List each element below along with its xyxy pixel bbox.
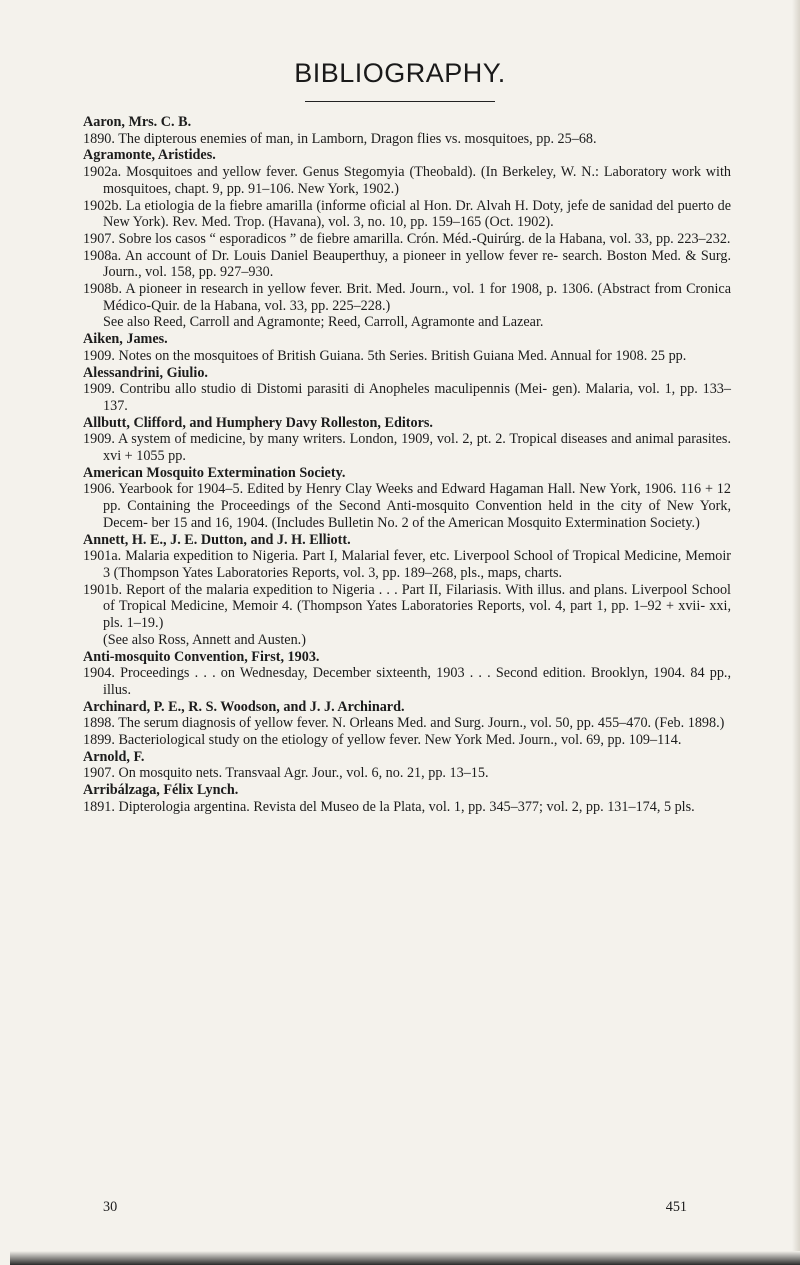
- author-heading: Alessandrini, Giulio.: [83, 364, 208, 381]
- bibliography-entry: [83, 481, 731, 531]
- entry-year: 1908a.: [83, 247, 122, 264]
- entry-citation: On mosquito nets. Transvaal Agr. Jour., vol. 6, no. 21, pp. 13–15.: [118, 765, 489, 782]
- bibliography-entry: [83, 715, 731, 732]
- entry-citation: An account of Dr. Louis Daniel Beauperthuy, a pioneer in yellow fever re- search. Boston Med. & Surg. Journ., vol. 158, pp. 927–930.: [103, 247, 732, 281]
- bibliography-entry: [83, 799, 731, 816]
- entry-citation: Dipterologia argentina. Revista del Museo de la Plata, vol. 1, pp. 345–377; vol. 2, pp. 131–174, 5 pls.: [118, 798, 695, 815]
- bibliography-entry: [83, 348, 731, 365]
- entry-citation: A system of medicine, by many writers. London, 1909, vol. 2, pt. 2. Tropical diseases and animal parasites. xvi + 1055 pp.: [103, 431, 731, 465]
- author-heading: Aiken, James.: [83, 331, 168, 348]
- bibliography-entry: [83, 431, 731, 464]
- entry-year: 1909.: [83, 431, 115, 448]
- entry-year: 1907.: [83, 230, 115, 247]
- entry-citation: Sobre los casos “ esporadicos ” de fiebre amarilla. Crón. Méd.-Quirúrg. de la Habana, vol. 33, pp. 223–232.: [118, 230, 731, 247]
- page-number: 451: [665, 1199, 687, 1215]
- author-heading: Archinard, P. E., R. S. Woodson, and J. J. Archinard.: [83, 698, 405, 715]
- entry-year: 1891.: [83, 798, 115, 815]
- title-rule: [305, 101, 495, 102]
- bibliography-entry: [83, 381, 731, 414]
- bibliography-list: [83, 114, 731, 816]
- see-also-note: See also Reed, Carroll and Agramonte; Reed, Carroll, Agramonte and Lazear.: [103, 314, 544, 331]
- entry-citation: Proceedings . . . on Wednesday, December sixteenth, 1903 . . . Second edition. Brooklyn, 1904. 84 pp., illus.: [103, 665, 732, 698]
- bibliography-entry: [83, 582, 731, 632]
- entry-citation: The dipterous enemies of man, in Lamborn, Dragon flies vs. mosquitoes, pp. 25–68.: [118, 130, 597, 147]
- entry-citation: The serum diagnosis of yellow fever. N. Orleans Med. and Surg. Journ., vol. 50, pp. 455–470. (Feb. 1898.): [118, 715, 725, 732]
- bibliography-entry: [83, 281, 731, 314]
- entry-year: 1904.: [83, 665, 115, 682]
- entry-citation: Bacteriological study on the etiology of yellow fever. New York Med. Journ., vol. 69, pp. 109–114.: [118, 732, 682, 749]
- bibliography-entry: [83, 231, 731, 248]
- entry-year: 1901a.: [83, 548, 122, 565]
- entry-citation: Mosquitoes and yellow fever. Genus Stegomyia (Theobald). (In Berkeley, W. N.: Laboratory work with mosquitoes, chapt. 9, pp. 91–106. New York, 1902.): [103, 164, 731, 197]
- entry-year: 1908b.: [83, 281, 123, 298]
- entry-year: 1902b.: [83, 197, 123, 214]
- page-edge: [792, 0, 800, 1265]
- bibliography-entry: [83, 732, 731, 749]
- entry-citation: Yearbook for 1904–5. Edited by Henry Clay Weeks and Edward Hagaman Hall. New York, 1906. 116 + 12 pp. Containing the Proceedings of the Second Anti-mosquito Convention held in the city of New York, Decem- ber 15 and 16, 1904. (Includes Bulletin No. 2 of the American Mosquito Extermination Society.): [103, 481, 731, 531]
- entry-citation: Malaria expedition to Nigeria. Part I, Malarial fever, etc. Liverpool School of Tropical Medicine, Memoir 3 (Thompson Yates Laboratories Reports, vol. 3, pp. 189–268, pls., maps, charts.: [103, 548, 731, 581]
- entry-year: 1907.: [83, 765, 115, 782]
- entry-year: 1898.: [83, 715, 115, 732]
- bibliography-entry: [83, 131, 731, 148]
- entry-year: 1909.: [83, 381, 115, 398]
- entry-citation: La etiologia de la fiebre amarilla (informe oficial al Hon. Dr. Alvah H. Doty, jefe de sanidad del puerto de New York). Rev. Med. Trop. (Havana), vol. 3, no. 10, pp. 159–165 (Oct. 1902).: [103, 197, 732, 231]
- signature-mark: 30: [103, 1199, 118, 1215]
- author-heading: Arribálzaga, Félix Lynch.: [83, 782, 239, 799]
- bibliography-entry: [83, 548, 731, 581]
- see-also-note: (See also Ross, Annett and Austen.): [103, 631, 306, 648]
- entry-citation: A pioneer in research in yellow fever. Brit. Med. Journ., vol. 1 for 1908, p. 1306. (Abstract from Cronica Médico-Quir. de la Habana, vol. 33, pp. 225–228.): [103, 281, 731, 314]
- bibliography-entry: [83, 198, 731, 231]
- entry-year: 1906.: [83, 481, 115, 498]
- page-title: BIBLIOGRAPHY.: [294, 58, 506, 88]
- entry-citation: Contribu allo studio di Distomi parasiti di Anopheles maculipennis (Mei- gen). Malaria, vol. 1, pp. 133–137.: [103, 381, 731, 414]
- author-heading: Arnold, F.: [83, 748, 145, 765]
- entry-citation: Report of the malaria expedition to Nigeria . . . Part II, Filariasis. With illus. and plans. Liverpool School of Tropical Medicine, Memoir 4. (Thompson Yates Laboratories Reports, vol. 4, part 1, pp. 1–92 + xvii- xxi, pls. 1–19.): [103, 581, 732, 632]
- bibliography-entry: [83, 248, 731, 281]
- entry-year: 1902a.: [83, 164, 122, 181]
- author-heading: Annett, H. E., J. E. Dutton, and J. H. Elliott.: [83, 531, 351, 548]
- bibliography-entry: [83, 164, 731, 197]
- author-heading: Anti-mosquito Convention, First, 1903.: [83, 648, 320, 665]
- bibliography-entry: [83, 765, 731, 782]
- page-shadow: [10, 1251, 800, 1265]
- author-heading: Allbutt, Clifford, and Humphery Davy Rolleston, Editors.: [83, 414, 433, 431]
- entry-year: 1901b.: [83, 581, 123, 598]
- entry-year: 1909.: [83, 347, 115, 364]
- author-heading: American Mosquito Extermination Society.: [83, 464, 346, 481]
- bibliography-entry: [83, 665, 731, 698]
- author-heading: Aaron, Mrs. C. B.: [83, 114, 192, 130]
- entry-citation: Notes on the mosquitoes of British Guiana. 5th Series. British Guiana Med. Annual for 1908. 25 pp.: [118, 347, 687, 364]
- author-heading: Agramonte, Aristides.: [83, 147, 216, 164]
- entry-year: 1899.: [83, 732, 115, 749]
- entry-year: 1890.: [83, 130, 115, 147]
